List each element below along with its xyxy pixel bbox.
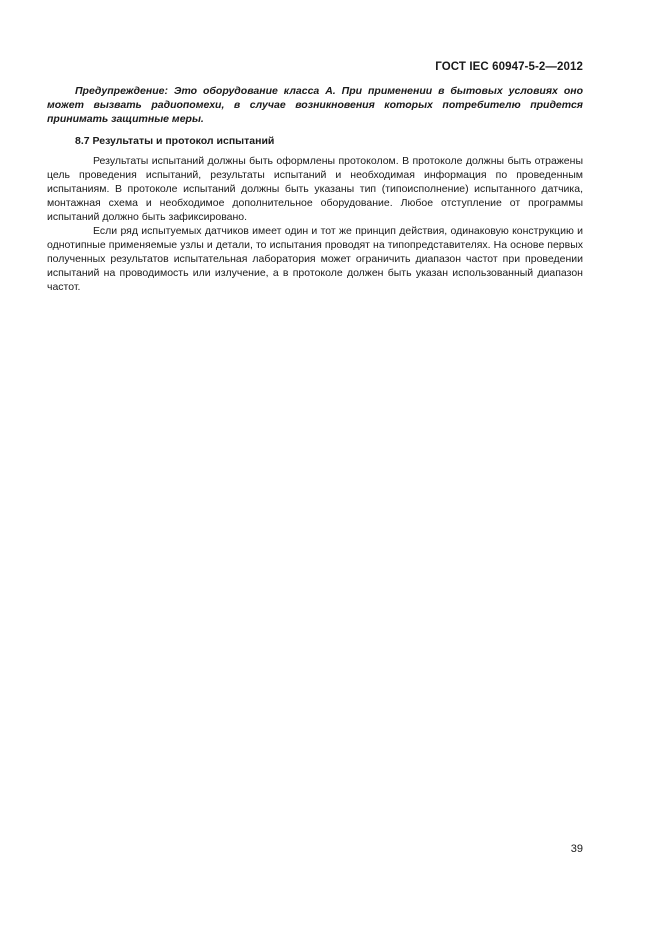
section-body	[47, 154, 583, 294]
warning-block	[47, 84, 583, 126]
paragraph-sensors: Если ряд испытуемых датчиков имеет один и тот же принцип действия, одинаковую конструкцию и однотипные применяемые узлы и детали, то испытания проводят на типопредставителях. На основе первых полученных результатов испытательная лаборатория может ограничить диапазон частот при проведении испытаний на проводимость или излучение, а в протоколе должен быть указан использованный диапазон частот.	[47, 225, 583, 293]
section-heading: 8.7 Результаты и протокол испытаний	[75, 135, 275, 147]
page-content	[47, 84, 583, 294]
page-number: 39	[570, 843, 583, 855]
document-code-header: ГОСТ IEC 60947-5-2—2012	[435, 61, 583, 73]
warning-text: Предупреждение: Это оборудование класса А. При применении в бытовых условиях оно может вызвать радиопомехи, в случае возникновения которых потребителю придется принимать защитные меры.	[47, 85, 583, 125]
paragraph-results: Результаты испытаний должны быть оформлены протоколом. В протоколе должны быть отражены цель проведения испытаний, результаты испытаний и необходимая информация по проведенным испытаниям. В протоколе испытаний должны быть указаны тип (типоисполнение) испытанного датчика, монтажная схема и необходимое дополнительное оборудование. Любое отступление от программы испытаний должно быть зафиксировано.	[47, 155, 583, 223]
